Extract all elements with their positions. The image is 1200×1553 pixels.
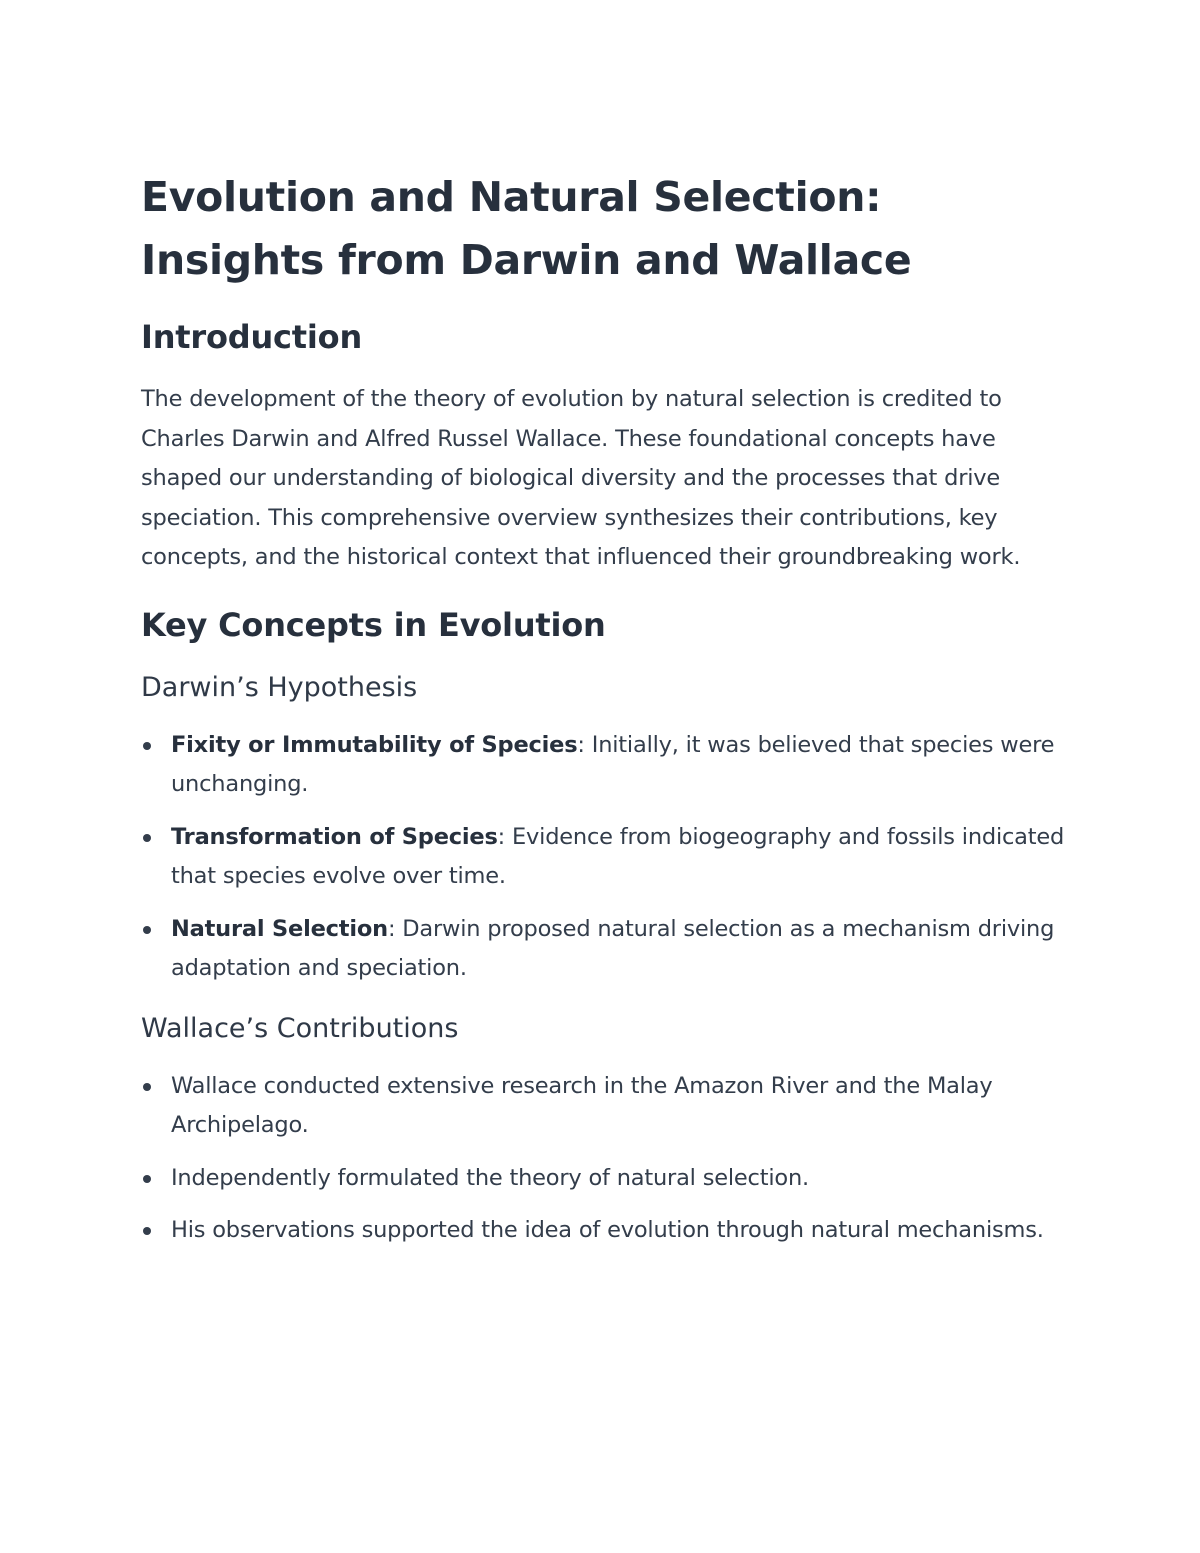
darwin-hypothesis-list [141,726,1071,989]
document-page [141,166,1071,1251]
list-item [141,1159,1071,1199]
list-item-text: Independently formulated the theory of natural selection. [171,1164,809,1191]
document-title [141,166,1071,292]
list-item-text: : Initially, it was believed that species were unchanging. [171,731,1055,797]
document-title-line-1: Evolution and Natural Selection: [141,173,882,221]
bullet-icon [143,1083,151,1091]
bullet-icon [143,1175,151,1183]
key-concepts-heading: Key Concepts in Evolution [141,605,606,644]
introduction-paragraph: The development of the theory of evolution by natural selection is credited to Charles Darwin and Alfred Russel Wallace. These foundational concepts have shaped our understanding of biological diversity and the processes that drive speciation. This comprehensive overview synthesizes their contributions, key concepts, and the historical context that influenced their groundbreaking work. [141,386,1021,570]
bullet-icon [143,742,151,750]
wallace-contributions-list [141,1067,1071,1251]
bullet-icon [143,834,151,842]
wallace-contributions-heading: Wallace’s Contributions [141,1012,459,1044]
list-item-term: Transformation of Species [171,823,498,850]
list-item-text: : Evidence from biogeography and fossils indicated that species evolve over time. [171,823,1065,889]
list-item [141,1067,1071,1146]
list-item-term: Natural Selection [171,915,388,942]
document-title-line-2: Insights from Darwin and Wallace [141,236,912,284]
bullet-icon [143,1227,151,1235]
list-item-text: Wallace conducted extensive research in the Amazon River and the Malay Archipelago. [171,1072,993,1138]
introduction-heading: Introduction [141,318,363,356]
bullet-icon [143,926,151,934]
list-item [141,910,1071,989]
darwin-hypothesis-heading: Darwin’s Hypothesis [141,671,418,703]
list-item [141,1211,1071,1251]
list-item-text: : Darwin proposed natural selection as a mechanism driving adaptation and speciation. [171,915,1055,981]
list-item-text: His observations supported the idea of evolution through natural mechanisms. [171,1217,1044,1243]
list-item-term: Fixity or Immutability of Species [171,731,578,758]
list-item [141,818,1071,897]
list-item [141,726,1071,805]
